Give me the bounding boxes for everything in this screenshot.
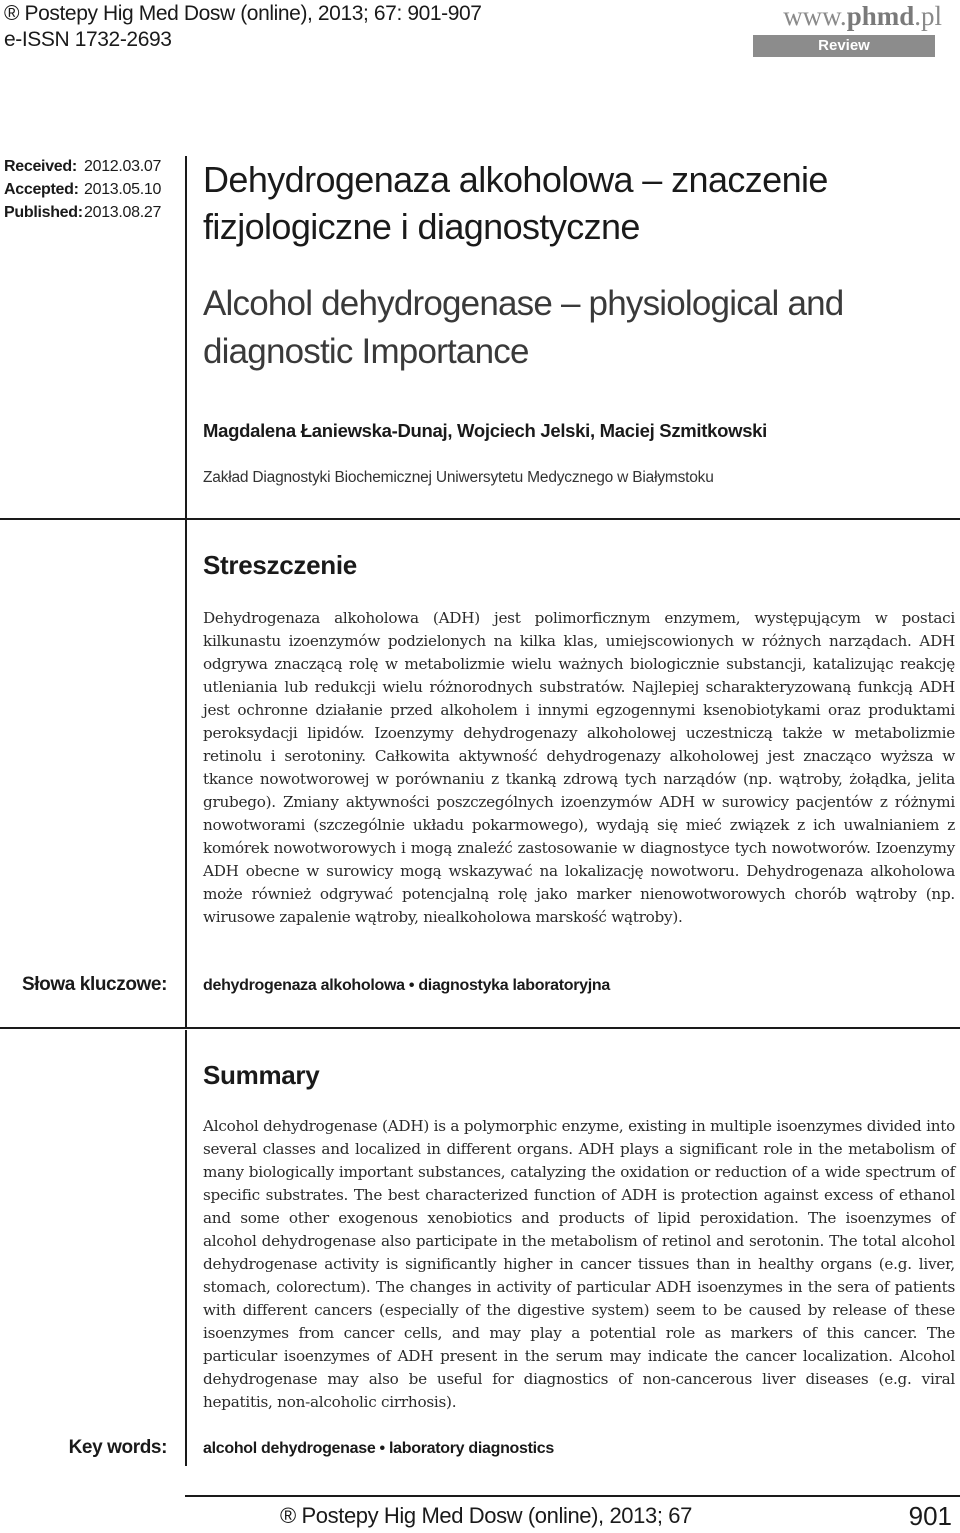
affiliation: Zakład Diagnostyki Biochemicznej Uniwersytetu Medycznego w Białymstoku [203, 469, 714, 486]
abstract-text-english: Alcohol dehydrogenase (ADH) is a polymorphic enzyme, existing in multiple isoenzymes divided into several classes and localized in different organs. ADH plays a significant role in the metabolism of many biologically important substances, catalyzing the oxidation or reduction of a wide spectrum of specific substrates. The best characterized function of ADH is protection against excess of ethanol and some other exogenous xenobiotics and products of lipid peroxidation. The isoenzymes of alcohol dehydrogenase also participate in the metabolism of retinol and serotonin. The total alcohol dehydrogenase activity is significantly higher in cancer tissues than in healthy organs (e.g. liver, stomach, colorectum). The changes in activity of particular ADH isoenzymes in the sera of patients with different cancers (especially of the digestive system) seem to be caused by release of these isoenzymes from cancer cells, and may play a potential role as markers of this cancer. The particular isoenzymes of ADH present in the serum may indicate the cancer localization. Alcohol dehydrogenase may also be useful for diagnostics of non-cancerous liver diseases (e.g. viral hepatitis, non-alcoholic cirrhosis). [203, 1117, 955, 1411]
keywords-label-polish: Słowa kluczowe: [22, 974, 167, 995]
accepted-date [4, 179, 161, 201]
vertical-divider [185, 520, 187, 1028]
received-label: Received: [4, 158, 77, 175]
keywords-polish: dehydrogenaza alkoholowa • diagnostyka laboratoryjna [203, 977, 610, 994]
published-label: Published: [4, 204, 83, 221]
site-name: phmd [846, 1, 915, 31]
keywords-english: alcohol dehydrogenase • laboratory diagnostics [203, 1440, 554, 1457]
vertical-divider [185, 156, 187, 518]
site-suffix: .pl [914, 1, 942, 31]
article-title-polish: Dehydrogenaza alkoholowa – znaczenie fizjologiczne i diagnostyczne [203, 159, 828, 247]
accepted-value: 2013.05.10 [84, 181, 162, 198]
section-divider [0, 518, 960, 520]
section-divider [0, 1027, 960, 1029]
article-type-badge: Review [753, 35, 935, 57]
authors: Magdalena Łaniewska-Dunaj, Wojciech Jelski, Maciej Szmitkowski [203, 420, 768, 441]
published-date [4, 202, 161, 224]
journal-website-link[interactable] [783, 0, 942, 32]
published-value: 2013.08.27 [84, 204, 162, 221]
received-value: 2012.03.07 [84, 158, 162, 175]
footer-divider [185, 1495, 960, 1497]
vertical-divider [185, 1030, 187, 1466]
page-number: 901 [908, 1501, 952, 1531]
received-date [4, 156, 161, 178]
abstract-heading-english: Summary [203, 1060, 320, 1090]
abstract-heading-polish: Streszczenie [203, 550, 357, 580]
abstract-text-polish: Dehydrogenaza alkoholowa (ADH) jest polimorficznym enzymem, występującym w postaci kilkunastu izoenzymów podzielonych na kilka klas, umiejscowionych w różnych narządach. ADH odgrywa znaczącą rolę w metabolizmie wielu ważnych biologicznie substancji, katalizując reakcję utleniania lub redukcji wielu różnorodnych substratów. Najlepiej scharakteryzowaną funkcją ADH jest ochronne działanie przed alkoholem i innymi egzogennymi ksenobiotykami oraz produktami peroksydacji lipidów. Izoenzymy dehydrogenazy alkoholowej uczestniczą także w metabolizmie retinolu i serotoniny. Całkowita aktywność dehydrogenazy alkoholowej jest znacząco wyższa w tkance nowotworowej w porównaniu z tkanką zdrową tych narządów (np. wątroby, żołądka, jelita grubego). Zmiany aktywności poszczególnych izoenzymów ADH w surowicy pacjentów z różnymi nowotworami (szczególnie układu pokarmowego), wydają się mieć związek z ich uwalnianiem z komórek nowotworowych i mogą znaleźć zastosowanie w diagnostyce tych nowotworów. Izoenzymy ADH obecne w surowicy mogą wskazywać na lokalizację nowotworu. Dehydrogenaza alkoholowa może również odgrywać potencjalną rolę jako marker nienowotworowych chorób wątroby (np. wirusowe zapalenie wątroby, niealkoholowa marskość wątroby). [203, 609, 955, 926]
site-prefix: www. [783, 1, 847, 31]
keywords-label-english: Key words: [68, 1437, 167, 1458]
journal-citation: ® Postepy Hig Med Dosw (online), 2013; 67: 901-907 [4, 2, 482, 25]
journal-issn: e-ISSN 1732-2693 [4, 28, 172, 51]
accepted-label: Accepted: [4, 181, 79, 198]
article-title-english: Alcohol dehydrogenase – physiological and diagnostic Importance [203, 284, 844, 371]
footer-journal-citation: ® Postepy Hig Med Dosw (online), 2013; 67 [280, 1503, 692, 1528]
